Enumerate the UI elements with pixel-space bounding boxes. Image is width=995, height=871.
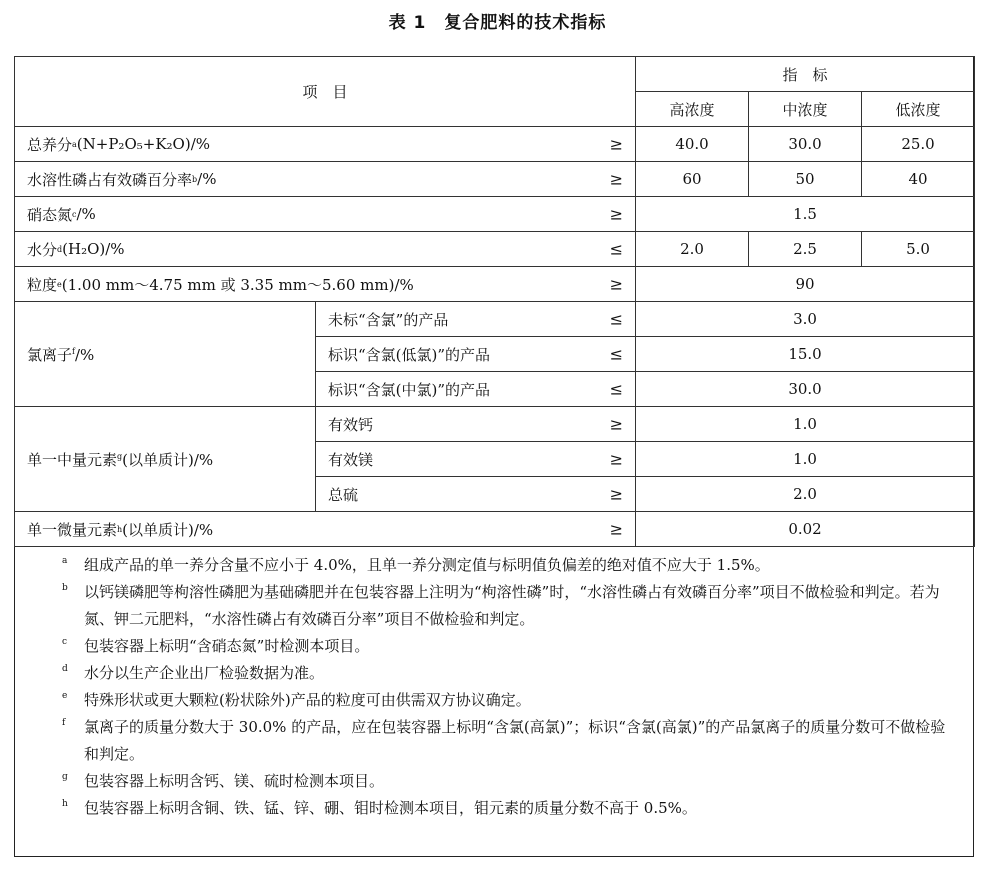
comparison-symbol: ≥ (609, 134, 624, 154)
footnote-text: 组成产品的单一养分含量不应小于 4.0%，且单一养分测定值与标明值负偏差的绝对值不应大于 1.5%。 (84, 556, 770, 574)
header-col-mid: 中浓度 (749, 92, 862, 127)
footnote-mark: a (72, 139, 77, 149)
footnote-text: 以钙镁磷肥等枸溶性磷肥为基础磷肥并在包装容器上注明为“枸溶性磷”时，“水溶性磷占有效磷百分率”项目不做检验和判定。若为氮、钾二元肥料，“水溶性磷占有效磷百分率”项目不做检验和判定。 (84, 583, 940, 628)
footnote-mark: b (192, 174, 198, 184)
row-unit: /% (76, 205, 96, 223)
cell-value: 15.0 (636, 337, 975, 372)
row-label: 单一中量元素 (27, 450, 118, 469)
table-row (15, 127, 975, 162)
footnote-mark: h (62, 799, 68, 809)
row-label: 总养分 (27, 135, 73, 154)
footnote-mark: g (117, 451, 123, 461)
footnote-mark: e (62, 691, 68, 701)
footnote-text: 氯离子的质量分数大于 30.0% 的产品，应在包装容器上标明“含氯(高氯)”；标识“含氯(高氯)”的产品氯离子的质量分数可不做检验和判定。 (84, 718, 946, 763)
comparison-symbol: ≤ (609, 309, 624, 329)
cell-value: 0.02 (636, 512, 975, 547)
table-row (15, 407, 975, 442)
header-col-low: 低浓度 (862, 92, 975, 127)
comparison-symbol: ≥ (609, 274, 624, 294)
footnote (14, 687, 974, 714)
cell-value: 2.0 (636, 477, 975, 512)
comparison-symbol: ≤ (609, 239, 624, 259)
header-item: 项 目 (15, 57, 636, 127)
table-row (15, 162, 975, 197)
comparison-symbol: ≤ (609, 344, 624, 364)
footnote (14, 768, 974, 795)
row-unit: (以单质计)/% (122, 520, 214, 539)
row-label: 氯离子 (27, 345, 73, 364)
row-label: 水分 (27, 240, 58, 259)
footnote-mark: d (57, 244, 63, 254)
row-label: 单一微量元素 (27, 520, 118, 539)
cell-value: 1.5 (636, 197, 975, 232)
comparison-symbol: ≤ (609, 379, 624, 399)
footnote-mark: f (72, 346, 75, 356)
subrow-label: 总硫 (328, 485, 359, 504)
header-col-high: 高浓度 (636, 92, 749, 127)
footnote-text: 特殊形状或更大颗粒(粉状除外)产品的粒度可由供需双方协议确定。 (84, 691, 531, 709)
footnote-mark: a (62, 556, 68, 566)
row-unit: /% (74, 345, 95, 364)
cell-value: 60 (636, 162, 749, 197)
row-label: 硝态氮 (27, 205, 73, 224)
comparison-symbol: ≥ (609, 519, 624, 539)
cell-value: 2.0 (636, 232, 749, 267)
cell-value: 1.0 (636, 442, 975, 477)
footnotes (14, 552, 974, 822)
cell-value: 40 (862, 162, 975, 197)
footnote-mark: f (62, 718, 66, 728)
table-row (15, 512, 975, 547)
table-row (15, 302, 975, 337)
row-label: 水溶性磷占有效磷百分率 (27, 170, 193, 189)
footnote-text: 包装容器上标明“含硝态氮”时检测本项目。 (84, 637, 370, 655)
comparison-symbol: ≥ (609, 484, 624, 504)
footnote (14, 660, 974, 687)
cell-value: 5.0 (862, 232, 975, 267)
footnote-text: 包装容器上标明含钙、镁、硫时检测本项目。 (84, 772, 385, 790)
footnote (14, 714, 974, 768)
row-unit: /% (197, 170, 217, 188)
comparison-symbol: ≥ (609, 169, 624, 189)
row-unit: (以单质计)/% (122, 450, 214, 469)
row-unit: (N+P₂O₅+K₂O)/% (76, 135, 211, 153)
footnote (14, 795, 974, 822)
footnote-text: 水分以生产企业出厂检验数据为准。 (84, 664, 325, 682)
footnote-mark: g (62, 772, 68, 782)
group-label-secondary (15, 407, 316, 512)
table-row (15, 267, 975, 302)
cell-value: 1.0 (636, 407, 975, 442)
comparison-symbol: ≥ (609, 449, 624, 469)
footnote (14, 633, 974, 660)
footnote-mark: c (62, 637, 68, 647)
subrow-label: 有效钙 (328, 415, 374, 434)
header-row (15, 57, 975, 92)
subrow-label: 未标“含氯”的产品 (328, 310, 449, 329)
cell-value: 2.5 (749, 232, 862, 267)
comparison-symbol: ≥ (609, 204, 624, 224)
footnote-mark: h (117, 524, 123, 534)
table-row (15, 232, 975, 267)
footnote-mark: c (72, 209, 77, 219)
row-unit: (H₂O)/% (62, 240, 125, 258)
subrow-label: 标识“含氯(中氯)”的产品 (328, 380, 491, 399)
comparison-symbol: ≥ (609, 414, 624, 434)
table-title: 表 1 复合肥料的技术指标 (388, 13, 607, 33)
header-index: 指 标 (636, 57, 975, 92)
cell-value: 25.0 (862, 127, 975, 162)
cell-value: 50 (749, 162, 862, 197)
spec-table (14, 56, 975, 547)
group-label-chloride (15, 302, 316, 407)
cell-value: 90 (636, 267, 975, 302)
subrow-label: 标识“含氯(低氯)”的产品 (328, 345, 491, 364)
footnote-mark: e (57, 279, 62, 289)
subrow-label: 有效镁 (328, 450, 374, 469)
cell-value: 30.0 (749, 127, 862, 162)
footnote (14, 579, 974, 633)
row-label: 粒度 (27, 275, 58, 294)
footnote-text: 包装容器上标明含铜、铁、锰、锌、硼、钼时检测本项目，钼元素的质量分数不高于 0.5%。 (84, 799, 697, 817)
footnote-mark: d (62, 664, 68, 674)
row-unit: (1.00 mm～4.75 mm 或 3.35 mm～5.60 mm)/% (61, 275, 414, 294)
table-row (15, 197, 975, 232)
cell-value: 3.0 (636, 302, 975, 337)
footnote (14, 552, 974, 579)
cell-value: 40.0 (636, 127, 749, 162)
cell-value: 30.0 (636, 372, 975, 407)
footnote-mark: b (62, 583, 68, 593)
